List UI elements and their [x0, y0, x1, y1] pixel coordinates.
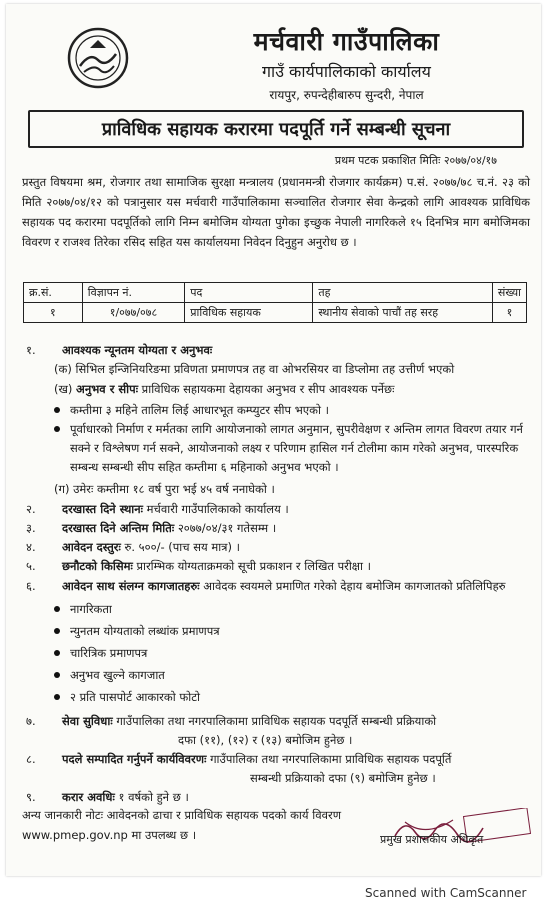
- section-text: १ वर्षको हुने छ ।: [118, 790, 189, 804]
- col-header: पद: [185, 283, 313, 303]
- kha-text: प्राविधिक सहायकमा देहायका अनुभव र सीप आवश्यक पर्नेछः: [141, 382, 395, 396]
- camscanner-watermark: Scanned with CamScanner: [365, 886, 527, 900]
- section-text-continued: सम्बन्धी प्रक्रियाको दफा (९) बमोजिम हुनेछ ।: [250, 771, 436, 785]
- col-header: क्र.सं.: [24, 283, 83, 303]
- office-address: रायपुर, रुपन्देहीबारुप सुन्दरी, नेपाल: [269, 88, 424, 102]
- table-cell: १: [492, 303, 526, 323]
- bullet-icon: [54, 606, 60, 612]
- section-3: [26, 519, 534, 537]
- vacancy-table: [23, 282, 527, 323]
- bullet-icon: [54, 628, 60, 634]
- bullet-icon: [54, 407, 60, 413]
- intro-paragraph: प्रस्तुत विषयमा श्रम, रोजगार तथा सामाजिक सुरक्षा मन्त्रालय (प्रधानमन्त्री रोजगार कार्यक्रम) प.सं. २०७७/७८ च.नं. २३ को मिति २०७७/०४/१२ को पत्रानुसार यस मर्चवारी गाउँपालिकामा सञ्चालित रोजगार सेवा केन्द्रको लागि आवश्यक प्राविधिक सहायक पद करारमा पदपूर्तिको लागि निम्न बमोजिम योग्यता पुगेका इच्छुक नेपाली नागरिकले १५ दिनभित्र माग बमोजिमका विवरण र राजश्व तिरेका रसिद सहित यस कार्यालयमा निवेदन दिनुहुन अनुरोध छ ।: [22, 175, 530, 249]
- section-title: आवश्यक न्यूनतम योग्यता र अनुभवः: [62, 343, 213, 357]
- table-row: [24, 303, 527, 323]
- section-number: ५.: [26, 559, 36, 573]
- list-item: [70, 600, 525, 618]
- list-item-text: अनुभव खुल्ने कागजात: [70, 668, 165, 682]
- section-number: ३.: [26, 521, 36, 535]
- list-item-text: चारित्रिक प्रमाणपत्र: [70, 646, 148, 660]
- bullet-icon: [54, 672, 60, 678]
- qualification-ka: (क) सिभिल इन्जिनियरिङमा प्रविणता प्रमाणपत्र तह वा ओभरसियर वा डिप्लोमा तह उत्तीर्ण भएको: [54, 362, 455, 376]
- section-4: [26, 538, 534, 556]
- section-2: [26, 500, 534, 518]
- office-name: गाउँ कार्यपालिकाको कार्यालय: [262, 62, 431, 81]
- section-text: गाउँपालिका तथा नगरपालिकामा प्राविधिक सहायक पदपूर्ति: [210, 752, 452, 766]
- list-item: [70, 622, 525, 640]
- section-title: दरखास्त दिने स्थानः: [62, 502, 143, 516]
- section-number: ९.: [26, 790, 36, 804]
- section-text: मर्चवारी गाउँपालिकाको कार्यालय ।: [146, 502, 289, 516]
- list-item-text: कम्तीमा ३ महिने तालिम लिई आधारभूत कम्प्युटर सीप भएको ।: [70, 403, 329, 417]
- list-item-text: २ प्रति पासपोर्ट आकारको फोटो: [70, 690, 200, 704]
- col-header: संख्या: [492, 283, 526, 303]
- section-5: [26, 557, 534, 575]
- col-header: विज्ञापन नं.: [82, 283, 185, 303]
- list-item: [70, 401, 525, 419]
- list-item: [70, 666, 525, 684]
- section-text-continued: दफा (११), (१२) र (१३) बमोजिम हुनेछ ।: [178, 733, 353, 747]
- section-title: आवेदन दस्तुरः: [62, 540, 121, 554]
- kha-title: अनुभव र सीपः: [76, 382, 139, 396]
- section-6: [26, 577, 534, 595]
- section-title: दरखास्त दिने अन्तिम मितिः: [62, 521, 175, 535]
- table-cell: १/०७७/०७८: [82, 303, 185, 323]
- section-7: [26, 712, 534, 730]
- section-text: प्रारम्भिक योग्यताक्रमको सूची प्रकाशन र लिखित परीक्षा ।: [136, 559, 372, 573]
- section-number: १.: [26, 343, 36, 357]
- section-1: [26, 341, 534, 359]
- list-item: [70, 420, 525, 477]
- list-item: [70, 644, 525, 662]
- bullet-icon: [54, 650, 60, 656]
- notice-title: प्राविधिक सहायक करारमा पदपूर्ति गर्ने सम्बन्धी सूचना: [28, 110, 524, 148]
- section-text: २०७७/०४/३१ गतेसम्म ।: [177, 521, 277, 535]
- section-title: पदले सम्पादित गर्नुपर्ने कार्यविवरणः: [62, 752, 207, 766]
- list-item-text: पूर्वाधारको निर्माण र मर्मतका लागि आयोजनाको लागत अनुमान, सुपरीवेक्षण र अन्तिम लागत विवरण तयार गर्न सक्ने र विश्लेषण गर्न सक्ने, आयोजनाको लक्ष्य र परिणाम हासिल गर्न टोलीमा काम गरेको अनुभव, पारस्परिक सम्बन्ध सम्बन्धी सीप सहित कम्तीमा ६ महिनाको अनुभव भएको ।: [70, 422, 523, 474]
- table-cell: १: [24, 303, 83, 323]
- section-text: रु. ५००/- (पाच सय मात्र) ।: [124, 540, 241, 554]
- municipality-name: मर्चवारी गाउँपालिका: [253, 27, 440, 56]
- section-text: आवेदक स्वयमले प्रमाणित गरेको देहाय बमोजिम कागजातको प्रतिलिपिहरु: [203, 579, 506, 593]
- section-number: ४.: [26, 540, 36, 554]
- table-cell: स्थानीय सेवाको पाचौं तह सरह: [313, 303, 493, 323]
- section-title: करार अवधिः: [62, 790, 115, 804]
- section-number: ६.: [26, 579, 36, 593]
- kha-prefix: (ख): [54, 382, 73, 396]
- qualification-ga: (ग) उमेरः कम्तीमा १८ वर्ष पुरा भई ४५ वर्ष ननाघेको ।: [54, 482, 275, 496]
- table-cell: प्राविधिक सहायक: [185, 303, 313, 323]
- table-header-row: [24, 283, 527, 303]
- section-8: [26, 750, 534, 768]
- section-number: २.: [26, 502, 36, 516]
- bullet-icon: [54, 426, 60, 432]
- col-header: तह: [313, 283, 493, 303]
- bullet-icon: [54, 694, 60, 700]
- list-item-text: नागरिकता: [70, 602, 112, 616]
- list-item: [70, 688, 525, 706]
- section-title: आवेदन साथ संलग्न कागजातहरुः: [62, 579, 200, 593]
- list-item-text: न्युनतम योग्यताको लब्धांक प्रमाणपत्र: [70, 624, 220, 638]
- note-line: अन्य जानकारी नोटः आवेदनको ढाचा र प्राविधिक सहायक पदको कार्य विवरण: [22, 808, 342, 822]
- section-text: गाउँपालिका तथा नगरपालिकामा प्राविधिक सहायक पदपूर्ति सम्बन्धी प्रक्रियाको: [116, 714, 437, 728]
- signatory-title: प्रमुख प्रशासकीय अधिकृत: [380, 833, 484, 846]
- website-note: www.pmep.gov.np मा उपलब्ध छ ।: [22, 828, 197, 842]
- section-title: सेवा सुविधाः: [62, 714, 113, 728]
- section-number: ८.: [26, 752, 36, 766]
- section-title: छनौटको किसिमः: [62, 559, 133, 573]
- section-9: [26, 788, 534, 806]
- qualification-kha: [54, 380, 528, 398]
- section-number: ७.: [26, 714, 36, 728]
- published-date: प्रथम पटक प्रकाशित मितिः २०७७/०४/१७: [334, 154, 497, 167]
